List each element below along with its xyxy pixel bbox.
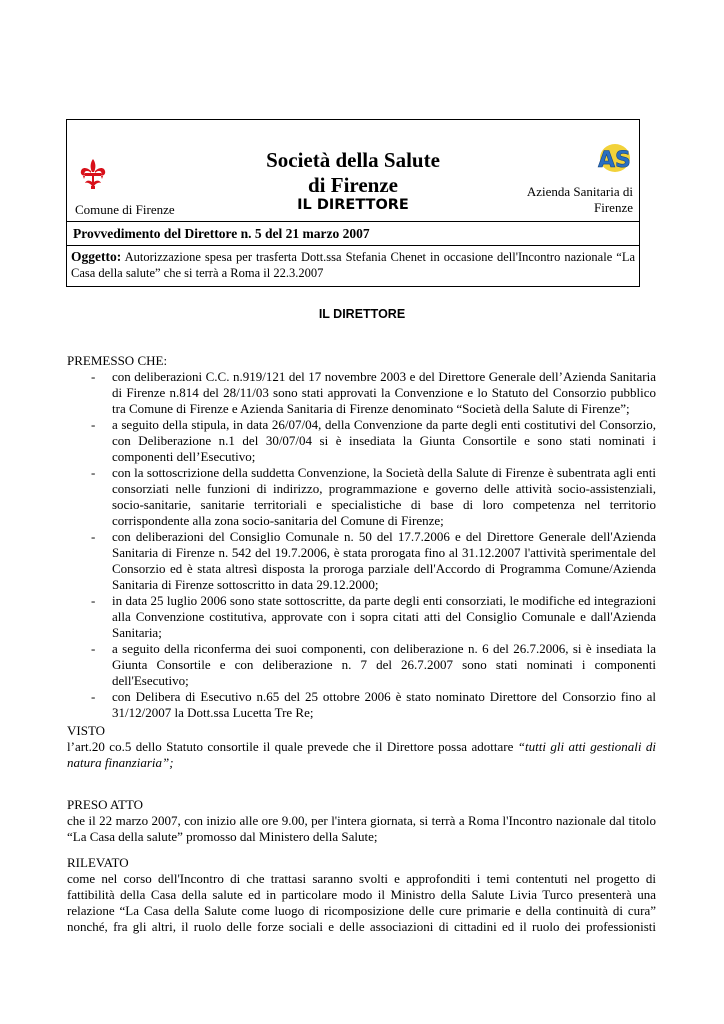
list-item-text: con la sottoscrizione della suddetta Convenzione, la Società della Salute di Firenze è subentrata agli enti consorziati nelle funzioni di indirizzo, programmazione e governo delle attività socio-assistenziali, socio-sanitarie, sanitarie territoriali e specialistiche di base di loro competenza nel territorio corrispondente alla zona socio-sanitaria del Comune di Firenze; bbox=[112, 465, 656, 528]
list-item-text: in data 25 luglio 2006 sono state sottoscritte, da parte degli enti consorziati, le modifiche ed integrazioni alla Convenzione costitutiva, approvate con i sopra citati atti del Consiglio Comunale e dall'Azienda Sanitaria; bbox=[112, 593, 656, 640]
rilevato-line1: come nel corso dell'Incontro di che trattasi saranno svolti e approfonditi i temi contentuti nel progetto di bbox=[67, 871, 656, 886]
comune-label: Comune di Firenze bbox=[75, 202, 175, 217]
list-item: - in data 25 luglio 2006 sono state sottoscritte, da parte degli enti consorziati, le modifiche ed integrazioni alla Convenzione costitutiva, approvate con i sopra citati atti del Consiglio Comunale e dall'Azienda Sanitaria; bbox=[91, 593, 656, 640]
azienda-label bbox=[527, 184, 633, 216]
list-item: - a seguito della stipula, in data 26/07/04, della Convenzione da parte degli enti costitutivi del Consorzio, con Deliberazione n.1 del 30/07/04 si è insediata la Giunta Consortile e sono stati nominati i componenti dell’Esecutivo; bbox=[91, 417, 656, 464]
visto-body: l’art.20 co.5 dello Statuto consortile il quale prevede che il Direttore possa adottare bbox=[67, 739, 518, 754]
list-item: - a seguito della riconferma dei suoi componenti, con deliberazione n. 6 del 26.7.2006, si è insediata la Giunta Consortile e con deliberazione n. 7 del 26.7.2007 sono stati nominati i componenti dell'Esecutivo; bbox=[91, 641, 656, 688]
header-top bbox=[67, 120, 639, 222]
preso-atto-section bbox=[67, 797, 656, 845]
society-title-line2: di Firenze bbox=[307, 173, 398, 197]
provvedimento-row: Provvedimento del Direttore n. 5 del 21 marzo 2007 bbox=[67, 222, 639, 246]
rilevato-line2: fattibilità della Casa della salute ed in particolare modo il Ministro della Salute Livia Turco presenterà una bbox=[67, 887, 656, 902]
list-item: - con deliberazioni C.C. n.919/121 del 17 novembre 2003 e del Direttore Generale dell’Azienda Sanitaria di Firenze n.814 del 28/11/03 sono stati approvati la Convenzione e lo Statuto del Consorzio pubblico tra Comune di Firenze e Azienda Sanitaria di Firenze denominato “Società della Salute di Firenze”; bbox=[91, 369, 656, 416]
rilevato-heading: RILEVATO bbox=[67, 855, 129, 870]
premesso-list bbox=[67, 369, 656, 721]
visto-quote: “tutti gli atti gestionali di natura finanziaria”; bbox=[67, 739, 656, 770]
header-box bbox=[66, 119, 640, 287]
visto-text bbox=[67, 739, 656, 771]
list-item-text: con Delibera di Esecutivo n.65 del 25 ottobre 2006 è stato nominato Direttore del Consorzio fino al 31/12/2007 la Dott.ssa Lucetta Tre Re; bbox=[112, 689, 656, 720]
premesso-heading: PREMESSO CHE: bbox=[67, 353, 168, 368]
oggetto-row bbox=[67, 246, 639, 287]
list-item-text: con deliberazioni del Consiglio Comunale n. 50 del 17.7.2006 e del Direttore Generale dell'Azienda Sanitaria di Firenze n. 542 del 19.7.2006, è stata prorogata fino al 31.12.2007 l'attività sperimentale del Consorzio ed è stata altresì disposta la proroga parziale dell'Accordo di Programma Comune/Azienda Sanitaria di Firenze sottoscritto in data 29.12.2000; bbox=[112, 529, 656, 592]
oggetto-text: Autorizzazione spesa per trasferta Dott.ssa Stefania Chenet in occasione dell'Incontro nazionale “La Casa della salute” che si terrà a Roma il 22.3.2007 bbox=[71, 250, 635, 280]
list-item-text: a seguito della stipula, in data 26/07/04, della Convenzione da parte degli enti costitutivi del Consorzio, con Deliberazione n.1 del 30/07/04 si è insediata la Giunta Consortile e sono stati nominati i componenti dell’Esecutivo; bbox=[112, 417, 656, 464]
society-title-line1: Società della Salute bbox=[266, 148, 440, 172]
rilevato-section bbox=[67, 855, 656, 935]
azienda-sanitaria-logo-icon bbox=[595, 142, 631, 174]
list-item-text: con deliberazioni C.C. n.919/121 del 17 novembre 2003 e del Direttore Generale dell’Azienda Sanitaria di Firenze n.814 del 28/11/03 sono stati approvati la Convenzione e lo Statuto del Consorzio pubblico tra Comune di Firenze e Azienda Sanitaria di Firenze denominato “Società della Salute di Firenze”; bbox=[112, 369, 656, 416]
premesso-section bbox=[67, 353, 656, 721]
preso-atto-heading: PRESO ATTO bbox=[67, 797, 143, 812]
list-item-text: a seguito della riconferma dei suoi componenti, con deliberazione n. 6 del 26.7.2006, si è insediata la Giunta Consortile e con deliberazione n. 7 del 26.7.2007 sono stati nominati i componenti dell'Esecutivo; bbox=[112, 641, 656, 688]
azienda-line2: Firenze bbox=[594, 200, 633, 215]
section-title: IL DIRETTORE bbox=[318, 307, 406, 321]
oggetto-label: Oggetto: bbox=[71, 249, 122, 264]
il-direttore-header: IL DIRETTORE bbox=[297, 197, 409, 213]
rilevato-line3: relazione “La Casa della Salute come luogo di ricomposizione delle cure primarie e della continuità di cura” bbox=[67, 903, 656, 918]
azienda-line1: Azienda Sanitaria di bbox=[526, 184, 633, 199]
list-item: - con deliberazioni del Consiglio Comunale n. 50 del 17.7.2006 e del Direttore Generale dell'Azienda Sanitaria di Firenze n. 542 del 19.7.2006, è stata prorogata fino al 31.12.2007 l'attività sperimentale del Consorzio ed è stata altresì disposta la proroga parziale dell'Accordo di Programma Comune/Azienda Sanitaria di Firenze sottoscritto in data 29.12.2000; bbox=[91, 529, 656, 592]
preso-atto-text: che il 22 marzo 2007, con inizio alle ore 9.00, per l'intera giornata, si terrà a Roma l'Incontro nazionale dal titolo “La Casa della salute” promosso dal Ministero della Salute; bbox=[67, 813, 656, 844]
list-item: - con la sottoscrizione della suddetta Convenzione, la Società della Salute di Firenze è subentrata agli enti consorziati nelle funzioni di indirizzo, programmazione e governo delle attività socio-assistenziali, socio-sanitarie, sanitarie territoriali e specialistiche di base di loro competenza nel territorio corrispondente alla zona socio-sanitaria del Comune di Firenze; bbox=[91, 465, 656, 528]
logo-text: AS bbox=[598, 148, 631, 173]
visto-heading: VISTO bbox=[67, 723, 106, 738]
rilevato-line4: nonché, fra gli altri, il ruolo delle forze sociali e delle associazioni di cittadini ed il ruolo dei professionisti bbox=[67, 919, 656, 934]
visto-section bbox=[67, 723, 656, 771]
list-item: - con Delibera di Esecutivo n.65 del 25 ottobre 2006 è stato nominato Direttore del Consorzio fino al 31/12/2007 la Dott.ssa Lucetta Tre Re; bbox=[91, 689, 656, 720]
